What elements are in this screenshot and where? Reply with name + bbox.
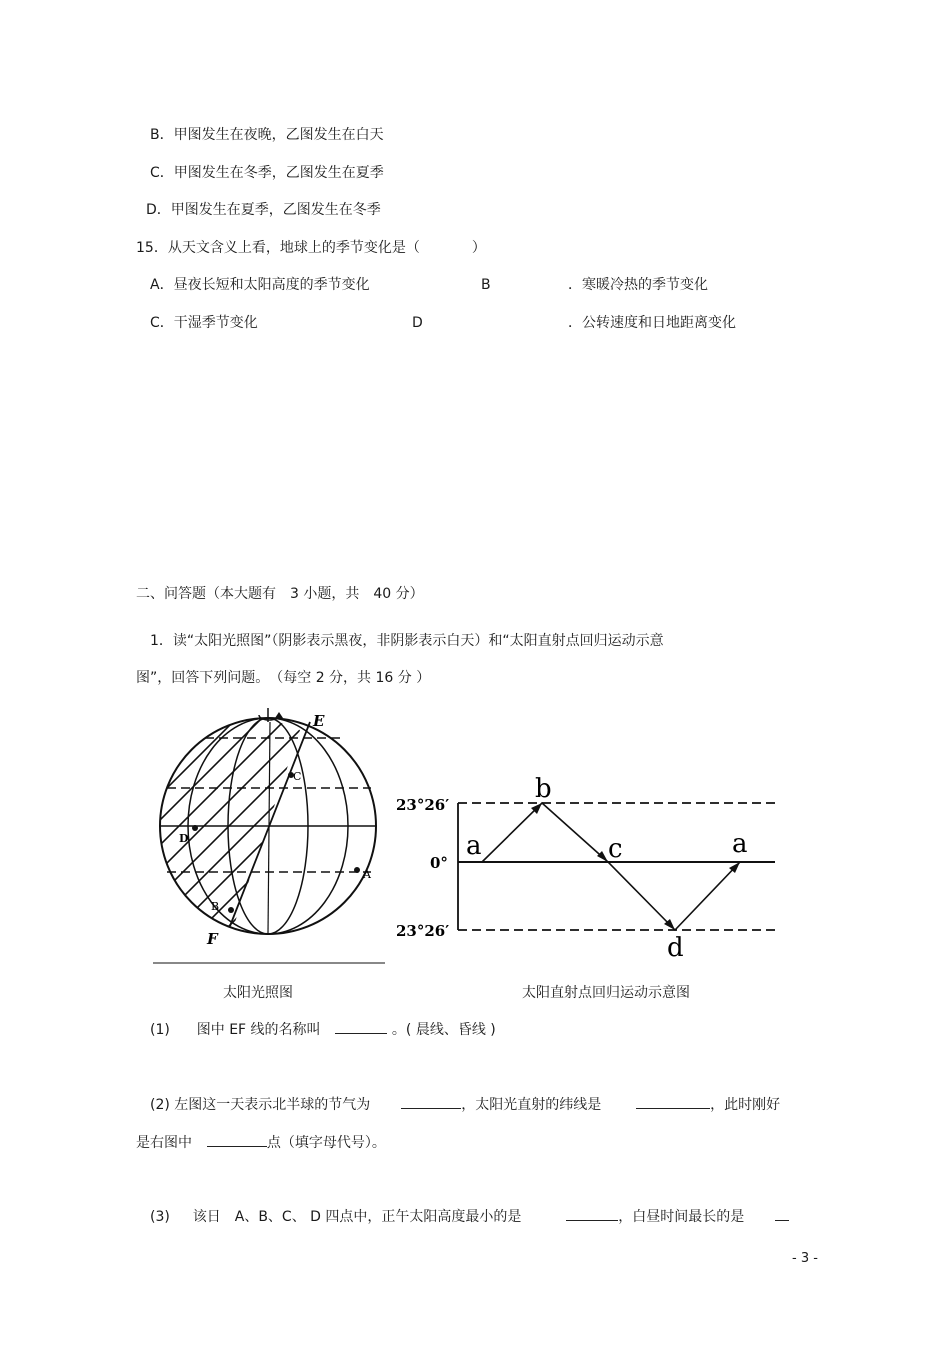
point-c: c: [608, 834, 623, 864]
q15-stem: [136, 239, 486, 257]
sub1-text-after: 。( 晨线、昏线 ): [391, 1022, 496, 1038]
point-a-start: a: [466, 831, 482, 861]
migration-diagram: [390, 770, 790, 970]
label-D: D: [179, 832, 189, 845]
label-B: B: [211, 900, 220, 913]
sub2-solar-term-blank[interactable]: [401, 1094, 461, 1109]
point-a-end: a: [732, 829, 748, 859]
point-d: d: [667, 933, 684, 963]
sub2-line2-b: 点（填字母代号）。: [266, 1135, 386, 1151]
sub3-text-b: ，白昼时间最长的是: [618, 1209, 745, 1225]
q14-option-c: C．甲图发生在冬季，乙图发生在夏季: [150, 165, 384, 181]
lat-mid-label: 0°: [430, 854, 448, 872]
q14-option-b: B．甲图发生在夜晚，乙图发生在白天: [150, 127, 384, 143]
label-A: A: [363, 868, 371, 881]
sub3-longest-day-blank[interactable]: [775, 1206, 789, 1221]
sub1-number: (1): [150, 1022, 170, 1038]
illumination-diagram: [145, 700, 395, 970]
sub2-text-a: 左图这一天表示北半球的节气为: [174, 1097, 371, 1113]
left-figure-caption: 太阳光照图: [223, 985, 293, 1001]
sub-question-1: [150, 1019, 496, 1039]
label-C: C: [293, 770, 302, 783]
q15-stem-suffix: ）: [471, 240, 486, 256]
sub3-lowest-altitude-blank[interactable]: [566, 1206, 618, 1221]
sub2-text-c: ，此时刚好: [710, 1097, 781, 1113]
q15-option-c: C．干湿季节变化: [150, 315, 258, 331]
label-E: E: [313, 712, 325, 730]
label-F: F: [207, 930, 218, 948]
right-figure-caption: 太阳直射点回归运动示意图: [522, 985, 690, 1001]
sub2-point-blank[interactable]: [207, 1132, 267, 1147]
q14-option-d: D．甲图发生在夏季，乙图发生在冬季: [146, 202, 381, 218]
sub1-answer-blank[interactable]: [335, 1019, 387, 1034]
sub2-number: (2): [150, 1097, 170, 1113]
lat-top-label: 23°26′: [396, 796, 450, 814]
sub2-latitude-blank[interactable]: [636, 1094, 710, 1109]
q15-option-b-letter: B: [481, 277, 491, 293]
q1-stem-line2: 图”，回答下列问题。 （每空 2 分，共 16 分 ）: [136, 670, 431, 686]
q15-option-a: A．昼夜长短和太阳高度的季节变化: [150, 277, 370, 293]
q15-option-b-text: ．寒暖冷热的季节变化: [568, 277, 708, 293]
sub-question-3: [150, 1206, 789, 1226]
lat-bottom-label: 23°26′: [396, 922, 450, 940]
sub-question-2: [150, 1094, 780, 1114]
sub-question-2-line2: [136, 1132, 386, 1152]
q15-stem-prefix: 15．从天文含义上看，地球上的季节变化是（: [136, 240, 420, 256]
sub2-text-b: ，太阳光直射的纬线是: [461, 1097, 602, 1113]
point-b: b: [535, 774, 552, 804]
q1-stem-line1: 1．读“太阳光照图”（阴影表示黑夜，非阴影表示白天）和“太阳直射点回归运动示意: [150, 633, 664, 649]
q15-option-d-text: ．公转速度和日地距离变化: [568, 315, 736, 331]
q15-option-d-letter: D: [412, 315, 423, 331]
sub3-number: (3): [150, 1209, 170, 1225]
section2-heading: 二、问答题（本大题有 3 小题，共 40 分）: [136, 586, 424, 602]
sub2-line2-a: 是右图中: [136, 1135, 192, 1151]
page-number: - 3 -: [792, 1251, 818, 1266]
sub3-text-a: 该日 A、B、C、 D 四点中，正午太阳高度最小的是: [192, 1209, 522, 1225]
sub1-text-before: 图中 EF 线的名称叫: [196, 1022, 321, 1038]
